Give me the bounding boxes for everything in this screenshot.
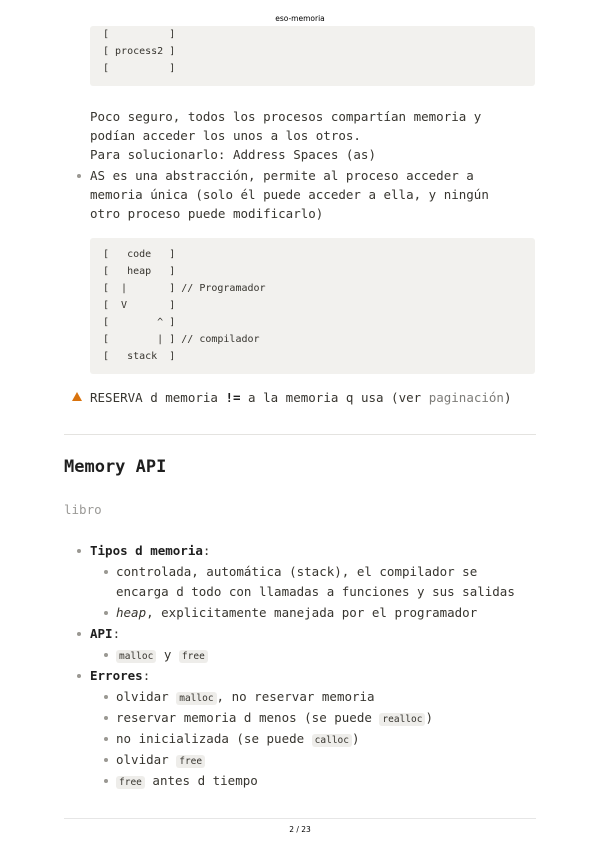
page-number: 2 / 23 [289, 825, 311, 834]
footer-divider [64, 818, 536, 819]
list-item-tipos: Tipos d memoria: [90, 543, 211, 558]
code-line: [ stack ] [103, 351, 176, 362]
code-line: [ ] [103, 63, 176, 74]
error-item: free antes d tiempo [116, 771, 258, 793]
as-bullet-line: otro proceso puede modificarlo) [90, 206, 324, 221]
bullet-dot [104, 737, 108, 741]
sub-item-heap: heap, explicitamente manejada por el programador [116, 605, 478, 620]
code-line: [ | ] // compilador [103, 334, 260, 345]
code-block-address-space [90, 238, 535, 374]
sub-item-api: malloc y free [116, 645, 208, 667]
inline-code: free [176, 755, 205, 768]
inline-code: malloc [116, 650, 156, 663]
error-item: reservar memoria d menos (se puede realloc ) [116, 710, 433, 725]
bullet-dot [104, 716, 108, 720]
bullet-dot [104, 695, 108, 699]
code-block-process2 [90, 26, 535, 86]
source-label: libro [64, 502, 102, 517]
bullet-dot [104, 611, 108, 615]
bullet-dot [104, 570, 108, 574]
inline-code: realloc [379, 713, 425, 726]
inline-code: malloc [176, 692, 216, 705]
bullet-dot [104, 758, 108, 762]
warning-icon [72, 392, 82, 401]
code-line: [ ^ ] [103, 317, 176, 328]
bullet-dot [77, 549, 81, 553]
error-item: olvidar free [116, 750, 205, 772]
inline-code: free [179, 650, 208, 663]
inline-code: calloc [312, 734, 352, 747]
bullet-dot [104, 653, 108, 657]
code-line: [ code ] [103, 249, 176, 260]
error-item: olvidar malloc , no reservar memoria [116, 689, 375, 704]
code-line: [ ] [103, 29, 176, 40]
bullet-dot [77, 174, 81, 178]
code-line: [ V ] [103, 300, 176, 311]
paginacion-link[interactable]: paginación [428, 390, 504, 405]
as-bullet-line: memoria única (solo él puede acceder a ella, y ningún [90, 187, 489, 202]
paragraph-line: Poco seguro, todos los procesos compartían memoria y [90, 109, 482, 124]
bullet-dot [104, 779, 108, 783]
code-line: [ process2 ] [103, 46, 176, 57]
bullet-dot [77, 674, 81, 678]
list-item-api: API: [90, 626, 121, 641]
code-line: [ | ] // Programador [103, 283, 266, 294]
divider [64, 434, 536, 435]
bullet-dot [77, 632, 81, 636]
warning-text: RESERVA d memoria != a la memoria q usa (ver paginación) [90, 390, 512, 405]
error-item: no inicializada (se puede calloc ) [116, 731, 360, 746]
sub-item-line: encarga d todo con llamadas a funciones y sus salidas [116, 584, 515, 599]
paragraph-line: podían acceder los unos a los otros. [90, 128, 361, 143]
not-equal-operator: != [225, 390, 241, 405]
code-line: [ heap ] [103, 266, 176, 277]
as-bullet-line: AS es una abstracción, permite al proceso acceder a [90, 168, 474, 183]
document-title: eso-memoria [275, 14, 325, 23]
paragraph-line: Para solucionarlo: Address Spaces (as) [90, 147, 376, 162]
sub-item-line: controlada, automática (stack), el compilador se [116, 564, 478, 579]
list-item-errores: Errores: [90, 668, 151, 683]
inline-code: free [116, 776, 145, 789]
section-heading: Memory API [64, 457, 167, 477]
